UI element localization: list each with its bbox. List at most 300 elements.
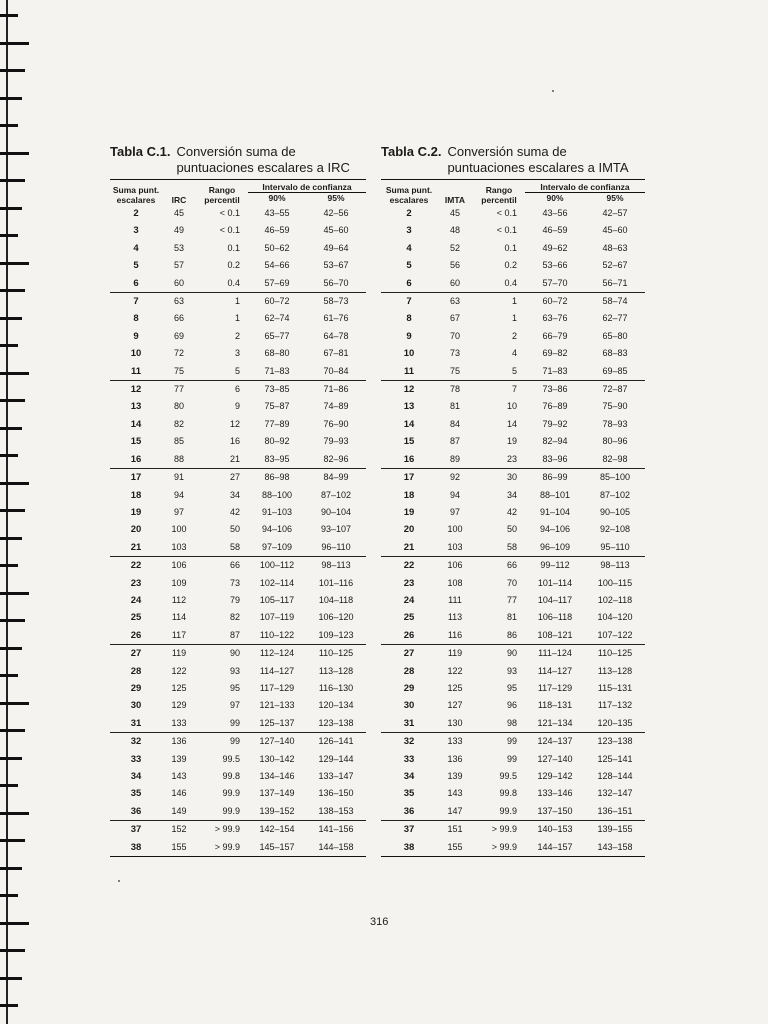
cell-score: 122 xyxy=(171,665,187,676)
binding-ring xyxy=(0,454,18,457)
cell-ci90: 114–127 xyxy=(259,665,295,676)
cell-ci90: 65–77 xyxy=(264,330,290,341)
cell-sum: 10 xyxy=(403,348,415,360)
cell-ci95: 123–138 xyxy=(306,715,366,733)
cell-score: 130 xyxy=(437,715,473,733)
cell-score: 63 xyxy=(449,296,460,307)
binding-ring xyxy=(0,619,25,622)
cell-ci90: 144–157 xyxy=(525,839,585,857)
cell-sum: 2 xyxy=(406,208,412,219)
cell-sum: 37 xyxy=(130,824,142,836)
binding-ring xyxy=(0,179,25,182)
cell-sum: 3 xyxy=(406,225,412,237)
cell-rank: 5 xyxy=(473,363,525,381)
header-rank: Rango percentil xyxy=(196,180,248,206)
cell-sum: 38 xyxy=(381,839,437,857)
cell-sum: 13 xyxy=(403,401,415,413)
table-row xyxy=(110,504,366,521)
cell-rank: 4 xyxy=(511,348,517,359)
cell-ci90: 137–150 xyxy=(525,803,585,821)
binding-ring xyxy=(0,564,18,567)
cell-ci90: 69–82 xyxy=(542,348,568,359)
table-row xyxy=(110,751,366,768)
table-row xyxy=(110,592,366,609)
cell-sum: 36 xyxy=(110,803,162,821)
cell-ci90: 108–121 xyxy=(525,627,585,645)
cell-sum: 18 xyxy=(403,489,415,501)
cell-ci90: 91–103 xyxy=(261,506,293,517)
cell-ci90: 121–134 xyxy=(525,715,585,733)
cell-score: 92 xyxy=(449,472,460,483)
table-row xyxy=(381,839,645,857)
cell-rank: 99.8 xyxy=(499,788,517,799)
cell-ci95: 115–131 xyxy=(597,682,633,693)
cell-rank: 50 xyxy=(506,524,517,535)
header-ci-group: Intervalo de confianza xyxy=(525,180,645,193)
table-row xyxy=(110,663,366,680)
table-row xyxy=(110,487,366,504)
binding-ring xyxy=(0,702,29,705)
cell-ci90: 112–124 xyxy=(259,648,295,659)
binding-ring xyxy=(0,592,29,595)
cell-ci95: 100–115 xyxy=(597,577,633,588)
cell-ci90: 83–95 xyxy=(248,451,306,469)
cell-score: 119 xyxy=(171,648,187,659)
cell-ci95: 42–57 xyxy=(602,208,628,218)
table-row xyxy=(110,345,366,362)
cell-score: 111 xyxy=(448,594,462,605)
table-row xyxy=(381,697,645,714)
cell-ci95: 110–125 xyxy=(597,648,633,659)
cell-sum: 16 xyxy=(381,451,437,469)
cell-ci95: 56–70 xyxy=(306,275,366,293)
cell-score: 106 xyxy=(447,560,463,571)
cell-ci95: 125–141 xyxy=(597,753,633,764)
table-c2 xyxy=(381,144,645,857)
cell-score: 63 xyxy=(173,296,184,307)
cell-rank: 58 xyxy=(196,539,248,557)
header-ci-group: Intervalo de confianza xyxy=(248,180,366,193)
binding-ring xyxy=(0,812,29,815)
binding-ring xyxy=(0,289,25,292)
cell-ci95: 49–64 xyxy=(323,242,349,253)
cell-sum: 25 xyxy=(403,612,415,624)
cell-ci95: 128–144 xyxy=(597,771,633,781)
cell-rank: 99 xyxy=(506,736,517,747)
cell-score: 103 xyxy=(437,539,473,557)
binding-ring xyxy=(0,207,22,210)
cell-ci90: 60–72 xyxy=(542,296,568,307)
cell-ci95: 87–102 xyxy=(320,489,352,500)
cell-ci95: 74–89 xyxy=(323,401,349,412)
cell-ci90: 114–127 xyxy=(537,665,573,676)
cell-rank: 21 xyxy=(196,451,248,469)
cell-rank: 1 xyxy=(511,296,517,307)
cell-ci95: 69–85 xyxy=(585,363,645,381)
cell-rank: 2 xyxy=(234,330,240,341)
cell-score: 57 xyxy=(173,260,184,271)
cell-sum: 17 xyxy=(403,472,415,484)
cell-rank: 70 xyxy=(506,577,517,588)
table-row xyxy=(110,451,366,469)
cell-rank: 42 xyxy=(506,506,517,517)
cell-score: 147 xyxy=(437,803,473,821)
cell-ci95: 72–87 xyxy=(602,384,628,395)
cell-sum: 8 xyxy=(133,313,139,325)
binding-ring xyxy=(0,977,22,980)
cell-ci95: 133–147 xyxy=(318,771,354,781)
cell-ci95: 129–144 xyxy=(318,753,354,764)
cell-ci90: 140–153 xyxy=(537,824,573,835)
cell-rank: 66 xyxy=(506,560,517,571)
binding-ring xyxy=(0,922,29,925)
table-row xyxy=(110,240,366,257)
cell-ci90: 130–142 xyxy=(259,753,295,764)
cell-score: 100 xyxy=(171,524,187,535)
cell-ci90: 83–96 xyxy=(525,451,585,469)
cell-score: 106 xyxy=(171,560,187,571)
cell-ci90: 127–140 xyxy=(259,736,295,747)
table-row xyxy=(381,381,645,399)
table-row xyxy=(110,257,366,274)
table-row xyxy=(110,398,366,415)
cell-ci95: 76–90 xyxy=(323,418,349,429)
cell-score: 139 xyxy=(171,753,187,764)
cell-score: 146 xyxy=(171,788,187,799)
table-row xyxy=(381,293,645,311)
cell-ci90: 139–152 xyxy=(248,803,306,821)
table-row xyxy=(381,469,645,487)
cell-ci90: 73–86 xyxy=(542,384,568,395)
cell-rank: 86 xyxy=(473,627,525,645)
cell-score: 49 xyxy=(173,225,184,236)
cell-rank: 2 xyxy=(511,330,517,341)
table-c1-title: Conversión suma de puntuaciones escalares a IRC xyxy=(176,144,350,175)
cell-sum: 17 xyxy=(130,472,142,484)
header-ci90: 90% xyxy=(268,193,286,203)
cell-sum: 33 xyxy=(130,753,142,765)
cell-rank: 90 xyxy=(229,648,240,659)
cell-ci95: 45–60 xyxy=(602,225,628,236)
binding-ring xyxy=(0,729,25,732)
cell-rank: 7 xyxy=(511,384,517,395)
table-row xyxy=(381,592,645,609)
cell-rank: 12 xyxy=(229,418,240,429)
cell-score: 117 xyxy=(162,627,196,645)
table-c2-label: Tabla C.2. xyxy=(381,144,442,159)
cell-sum: 31 xyxy=(110,715,162,733)
cell-rank: 9 xyxy=(234,401,240,412)
cell-ci95: 75–90 xyxy=(602,401,628,412)
table-row xyxy=(381,398,645,415)
cell-score: 97 xyxy=(449,506,460,517)
binding-ring xyxy=(0,674,18,677)
binding-ring xyxy=(0,894,18,897)
cell-score: 91 xyxy=(173,472,184,483)
cell-sum: 7 xyxy=(133,296,139,308)
cell-score: 149 xyxy=(162,803,196,821)
cell-sum: 25 xyxy=(130,612,142,624)
cell-ci95: 68–83 xyxy=(602,348,628,359)
cell-ci95: 79–93 xyxy=(323,436,349,447)
cell-rank: 0.2 xyxy=(504,260,517,271)
cell-score: 100 xyxy=(447,524,463,535)
cell-rank: 0.1 xyxy=(227,242,240,253)
table-row xyxy=(110,310,366,327)
cell-score: 45 xyxy=(173,208,184,218)
cell-rank: 5 xyxy=(196,363,248,381)
cell-sum: 27 xyxy=(403,648,415,660)
binding-ring xyxy=(0,69,25,72)
cell-sum: 27 xyxy=(130,648,142,660)
cell-ci90: 62–74 xyxy=(264,313,290,324)
cell-score: 45 xyxy=(449,208,460,218)
cell-ci90: 68–80 xyxy=(264,348,290,359)
cell-rank: > 99.9 xyxy=(214,824,240,835)
table-row xyxy=(110,293,366,311)
cell-ci95: 98–113 xyxy=(600,560,630,571)
cell-ci90: 129–142 xyxy=(537,771,573,781)
cell-ci90: 71–83 xyxy=(248,363,306,381)
cell-ci90: 107–119 xyxy=(259,612,295,623)
table-row xyxy=(110,433,366,450)
cell-sum: 18 xyxy=(130,489,142,501)
cell-ci90: 57–70 xyxy=(525,275,585,293)
table-row xyxy=(110,416,366,433)
cell-score: 143 xyxy=(447,788,463,799)
table-row xyxy=(381,645,645,663)
cell-sum: 12 xyxy=(130,384,142,396)
cell-score: 155 xyxy=(162,839,196,857)
table-row xyxy=(381,205,645,222)
cell-ci95: 126–141 xyxy=(318,736,354,747)
cell-ci95: 58–73 xyxy=(323,296,349,307)
cell-ci95: 106–120 xyxy=(318,612,354,623)
cell-ci95: 117–132 xyxy=(597,700,633,711)
cell-score: 139 xyxy=(447,771,463,781)
binding-ring xyxy=(0,757,22,760)
cell-ci90: 134–146 xyxy=(259,771,295,781)
cell-score: 108 xyxy=(447,577,463,588)
cell-sum: 4 xyxy=(406,242,412,254)
table-row xyxy=(381,345,645,362)
cell-score: 143 xyxy=(171,771,187,781)
cell-ci95: 78–93 xyxy=(602,418,628,429)
cell-score: 53 xyxy=(173,242,184,253)
cell-rank: 23 xyxy=(473,451,525,469)
table-row xyxy=(381,785,645,802)
cell-rank: 42 xyxy=(229,506,240,517)
table-c1-label: Tabla C.1. xyxy=(110,144,171,159)
table-row xyxy=(381,609,645,626)
cell-ci90: 46–59 xyxy=(264,225,290,236)
cell-ci90: 86–99 xyxy=(542,472,568,483)
cell-ci90: 137–149 xyxy=(259,788,295,799)
cell-ci90: 104–117 xyxy=(537,594,573,605)
cell-score: 94 xyxy=(173,489,184,500)
cell-sum: 28 xyxy=(403,665,415,677)
table-row xyxy=(381,751,645,768)
binding-ring xyxy=(0,949,25,952)
table-row xyxy=(110,575,366,592)
table-row xyxy=(381,557,645,575)
cell-rank: < 0.1 xyxy=(219,225,240,236)
cell-sum: 21 xyxy=(381,539,437,557)
cell-score: 48 xyxy=(449,225,460,236)
cell-ci95: 65–80 xyxy=(602,330,628,341)
cell-score: 60 xyxy=(437,275,473,293)
cell-ci90: 145–157 xyxy=(248,839,306,857)
header-ci95: 95% xyxy=(327,193,345,203)
cell-score: 89 xyxy=(437,451,473,469)
cell-sum: 22 xyxy=(130,560,142,572)
cell-sum: 32 xyxy=(403,736,415,748)
table-row xyxy=(381,240,645,257)
scan-speck xyxy=(552,90,554,92)
table-c1-body xyxy=(110,205,366,857)
cell-score: 67 xyxy=(449,313,460,324)
cell-score: 125 xyxy=(447,682,463,693)
cell-sum: 11 xyxy=(381,363,437,381)
cell-ci90: 101–114 xyxy=(537,577,573,588)
cell-rank: > 99.9 xyxy=(196,839,248,857)
cell-sum: 35 xyxy=(130,788,142,800)
table-row xyxy=(381,539,645,557)
cell-rank: > 99.9 xyxy=(491,824,517,835)
cell-ci90: 133–146 xyxy=(537,788,573,799)
table-row xyxy=(110,645,366,663)
cell-sum: 38 xyxy=(110,839,162,857)
cell-score: 72 xyxy=(173,348,184,359)
cell-ci95: 113–128 xyxy=(318,665,354,676)
cell-ci95: 80–96 xyxy=(602,436,628,447)
cell-ci95: 96–110 xyxy=(306,539,366,557)
cell-sum: 16 xyxy=(110,451,162,469)
cell-ci90: 117–129 xyxy=(537,682,573,693)
table-row xyxy=(381,433,645,450)
cell-rank: 50 xyxy=(229,524,240,535)
cell-ci90: 76–89 xyxy=(542,401,568,412)
cell-rank: 90 xyxy=(506,648,517,659)
cell-rank: 95 xyxy=(506,682,517,693)
cell-rank: 99 xyxy=(196,715,248,733)
cell-rank: 81 xyxy=(506,612,517,623)
cell-score: 112 xyxy=(171,594,187,605)
cell-sum: 20 xyxy=(130,524,142,536)
cell-ci95: 98–113 xyxy=(321,560,351,571)
table-row xyxy=(381,363,645,381)
cell-ci90: 99–112 xyxy=(540,560,570,571)
cell-ci95: 67–81 xyxy=(323,348,349,359)
table-row xyxy=(381,416,645,433)
table-row xyxy=(110,697,366,714)
table-row xyxy=(110,785,366,802)
cell-rank: 19 xyxy=(506,436,517,447)
cell-score: 66 xyxy=(173,313,184,324)
cell-score: 97 xyxy=(173,506,184,517)
binding-ring xyxy=(0,372,29,375)
cell-sum: 35 xyxy=(403,788,415,800)
cell-rank: 1 xyxy=(511,313,517,324)
table-row xyxy=(110,381,366,399)
cell-rank: 0.4 xyxy=(473,275,525,293)
binding-ring xyxy=(0,317,22,320)
cell-ci95: 107–122 xyxy=(585,627,645,645)
cell-sum: 23 xyxy=(403,577,415,589)
table-c1-caption xyxy=(110,144,366,176)
table-row xyxy=(381,768,645,785)
cell-ci90: 88–100 xyxy=(261,489,293,500)
cell-ci90: 80–92 xyxy=(264,436,290,447)
table-row xyxy=(381,821,645,839)
spiral-binding xyxy=(0,0,40,1024)
table-row xyxy=(110,609,366,626)
cell-rank: 1 xyxy=(234,313,240,324)
cell-score: 113 xyxy=(447,612,463,623)
table-row xyxy=(110,627,366,645)
cell-ci95: 93–107 xyxy=(320,524,352,535)
header-rank: Rango percentil xyxy=(473,180,525,206)
cell-sum: 32 xyxy=(130,736,142,748)
cell-ci95: 104–120 xyxy=(597,612,633,623)
cell-ci90: 77–89 xyxy=(264,418,290,429)
table-row xyxy=(381,627,645,645)
cell-score: 80 xyxy=(173,401,184,412)
binding-ring xyxy=(0,124,18,127)
header-score: IRC xyxy=(162,180,196,206)
table-row xyxy=(381,328,645,345)
table-row xyxy=(381,663,645,680)
cell-score: 103 xyxy=(162,539,196,557)
cell-sum: 31 xyxy=(381,715,437,733)
cell-ci90: 75–87 xyxy=(264,401,290,412)
table-row xyxy=(110,680,366,697)
binding-ring xyxy=(0,867,22,870)
cell-ci90: 79–92 xyxy=(542,418,568,429)
binding-ring xyxy=(0,14,18,17)
cell-ci90: 94–106 xyxy=(261,524,293,535)
table-row xyxy=(110,715,366,733)
table-c2-body xyxy=(381,205,645,857)
cell-sum: 5 xyxy=(133,260,139,272)
cell-score: 122 xyxy=(447,665,463,676)
cell-sum: 33 xyxy=(403,753,415,765)
table-c2-caption xyxy=(381,144,645,176)
cell-rank: 95 xyxy=(229,682,240,693)
cell-ci95: 141–156 xyxy=(318,824,354,835)
header-ci95: 95% xyxy=(606,193,624,203)
cell-score: 136 xyxy=(171,736,187,747)
cell-ci95: 84–99 xyxy=(323,472,349,483)
cell-ci90: 66–79 xyxy=(542,330,568,341)
table-row xyxy=(110,539,366,557)
cell-ci90: 49–62 xyxy=(542,242,568,253)
cell-ci95: 52–67 xyxy=(602,260,628,271)
cell-ci95: 120–135 xyxy=(585,715,645,733)
cell-sum: 4 xyxy=(133,242,139,254)
cell-ci90: 121–133 xyxy=(259,700,295,711)
table-row xyxy=(381,803,645,821)
cell-score: 155 xyxy=(437,839,473,857)
table-row xyxy=(110,803,366,821)
cell-sum: 9 xyxy=(406,330,412,342)
cell-ci95: 123–138 xyxy=(597,736,633,747)
cell-rank: > 99.9 xyxy=(473,839,525,857)
cell-rank: 99.9 xyxy=(196,803,248,821)
cell-sum: 14 xyxy=(130,418,142,430)
cell-score: 75 xyxy=(437,363,473,381)
cell-sum: 26 xyxy=(110,627,162,645)
